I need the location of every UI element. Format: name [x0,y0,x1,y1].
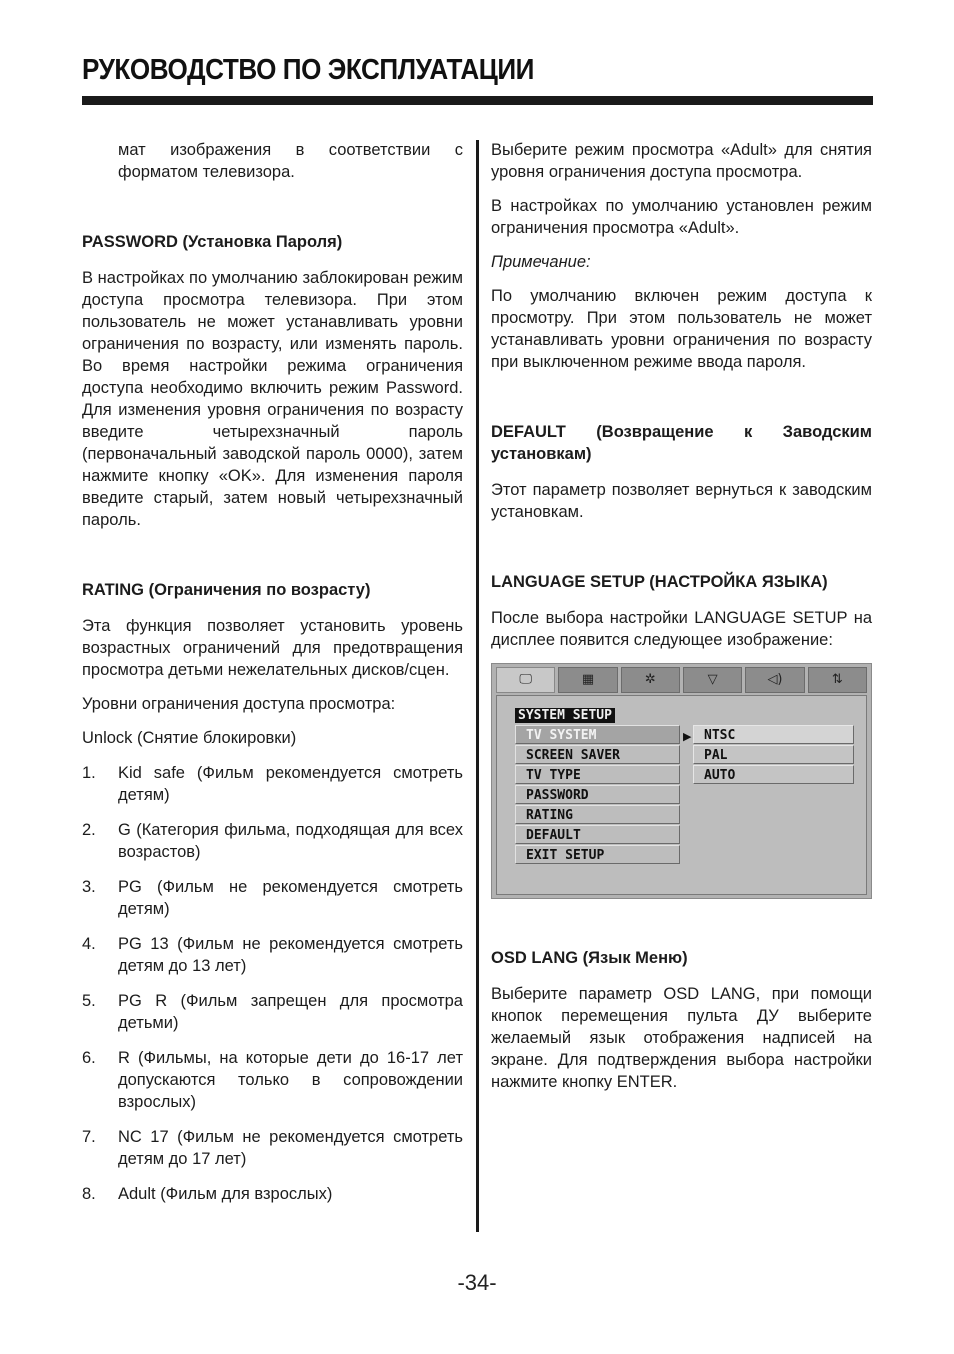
list-item-number: 1. [82,764,96,782]
audio-icon [745,667,804,693]
rating-levels-list [82,762,463,1205]
osd-option-pal: PAL [693,745,854,764]
list-item [82,990,463,1034]
video-icon [621,667,680,693]
list-item-number: 4. [82,935,96,953]
default-body: Этот параметр позволяет вернуться к заводским установкам. [491,481,872,521]
language-icon [558,667,617,693]
language-heading: LANGUAGE SETUP (НАСТРОЙКА ЯЗЫКА) [491,573,828,591]
osd-heading: SYSTEM SETUP [515,708,615,723]
list-item-text: PG 13 (Фильм не рекомендуется смотреть детям до 13 лет) [118,935,463,975]
osd-option-auto: AUTO [693,765,854,784]
title-rule [82,96,873,105]
osd-menu-item-password: PASSWORD [515,785,680,804]
adult-select-text: Выберите режим просмотра «Adult» для снятия уровня ограничения доступа просмотра. [491,141,872,181]
osd-menu-item-exit-setup: EXIT SETUP [515,845,680,864]
list-item-number: 6. [82,1049,96,1067]
default-heading: DEFAULT (Возвращение к Заводским установкам) [491,423,872,463]
list-item-text: PG (Фильм не рекомендуется смотреть детям) [118,878,463,918]
note-label: Примечание: [491,253,591,271]
rating-levels-intro: Уровни ограничения доступа просмотра: [82,695,396,713]
osd-options [693,725,854,785]
list-item-text: Kid safe (Фильм рекомендуется смотреть детям) [118,764,463,804]
osd-menu [515,725,680,865]
list-item-number: 5. [82,992,96,1010]
list-item-number: 3. [82,878,96,896]
osd-menu-item-rating: RATING [515,805,680,824]
list-item [82,762,463,806]
osd-menu-item-default: DEFAULT [515,825,680,844]
list-item [82,933,463,977]
rating-heading: RATING (Ограничения по возрасту) [82,581,371,599]
video-icon-glyph: ✲ [644,672,656,687]
adult-default-text: В настройках по умолчанию установлен режим ограничения просмотра «Adult». [491,197,872,237]
list-item [82,1047,463,1113]
note-body: По умолчанию включен режим доступа к просмотру. При этом пользователь не может устанавливать уровни ограничения по возрасту при выключенном режиме ввода пароля. [491,287,872,371]
osd-lang-body: Выберите параметр OSD LANG, при помощи кнопок перемещения пульта ДУ выберите желаемый язык отображения надписей на экране. Для подтверждения выбора настройки нажмите кнопку ENTER. [491,985,872,1091]
osd-option-ntsc: NTSC [693,725,854,744]
rating-intro: Эта функция позволяет установить уровень возрастных ограничений для предотвращения просмотра детьми нежелательных дисков/сцен. [82,617,463,679]
list-item-text: G (Категория фильма, подходящая для всех возрастов) [118,821,463,861]
rating-unlock: Unlock (Снятие блокировки) [82,729,297,747]
list-item-number: 8. [82,1185,96,1203]
osd-panel [496,695,867,895]
language-body: После выбора настройки LANGUAGE SETUP на дисплее появится следующее изображение: [491,609,872,649]
audio-icon-glyph: ◁) [767,672,783,687]
column-divider [476,140,479,1232]
osd-menu-item-tv-system: TV SYSTEM [515,725,680,744]
speaker-setup-icon [683,667,742,693]
continuation-text: мат изображения в соответствии с форматом телевизора. [118,141,463,181]
list-item-number: 7. [82,1128,96,1146]
monitor-icon-glyph: 🖵 [519,672,532,687]
list-item [82,876,463,920]
password-body: В настройках по умолчанию заблокирован режим доступа просмотра телевизора. При этом пользователь не может устанавливать уровни ограничения по возрасту, или изменять пароль. Во время настройки режима ограничения доступа необходимо включить режим Password. Для изменения уровня ограничения по возрасту введите четырехзначный пароль (первоначальный заводской пароль 0000), затем нажмите кнопку «OK». Для изменения пароля введите старый, затем новый четырехзначный пароль. [82,269,463,529]
list-item [82,1183,463,1205]
arrow-right-icon: ▶ [683,730,692,743]
osd-menu-item-screen-saver: SCREEN SAVER [515,745,680,764]
speaker-setup-icon-glyph: ▽ [707,672,718,687]
osd-tab-bar [496,667,867,695]
right-column [491,139,872,1093]
preferences-icon-glyph: ⇅ [831,672,843,687]
left-column [82,139,463,1205]
osd-menu-item-tv-type: TV TYPE [515,765,680,784]
list-item-text: R (Фильмы, на которые дети до 16-17 лет допускаются только в сопровождении взрослых) [118,1049,463,1111]
page-number: -34- [457,1270,497,1295]
list-item-text: NC 17 (Фильм не рекомендуется смотреть детям до 17 лет) [118,1128,463,1168]
list-item-number: 2. [82,821,96,839]
osd-lang-heading: OSD LANG (Язык Меню) [491,949,688,967]
preferences-icon [808,667,867,693]
list-item [82,819,463,863]
osd-screenshot [491,663,872,899]
password-heading: PASSWORD (Установка Пароля) [82,233,343,251]
monitor-icon [496,667,555,693]
list-item-text: PG R (Фильм запрещен для просмотра детьми) [118,992,463,1032]
page-title: РУКОВОДСТВО ПО ЭКСПЛУАТАЦИИ [82,54,534,86]
language-icon-glyph: ▦ [581,672,595,687]
list-item-text: Adult (Фильм для взрослых) [118,1185,333,1203]
list-item [82,1126,463,1170]
